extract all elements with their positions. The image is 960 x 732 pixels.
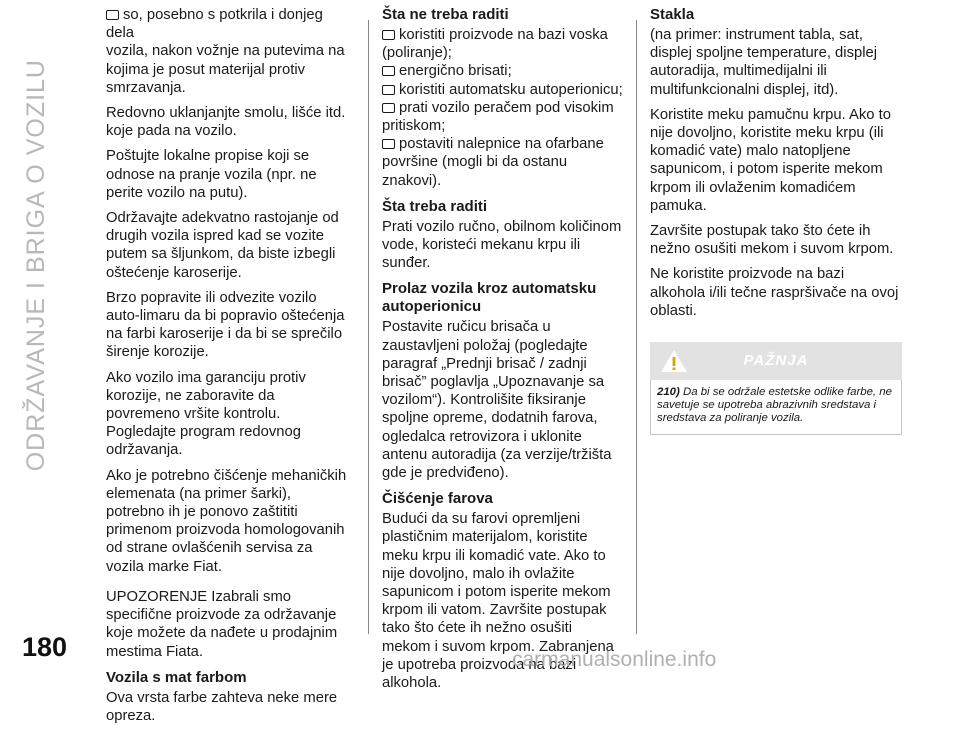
- bullet-box-icon: [382, 103, 395, 113]
- paragraph: Završite postupak tako što ćete ih nežno osušiti mekom i suvom krpom.: [650, 223, 894, 258]
- bullet-item: prati vozilo peračem pod visokim: [382, 99, 624, 117]
- section-heading: Vozila s mat farbom: [106, 668, 247, 686]
- paragraph: Poštujte lokalne propise koji se odnose na pranje vozila (npr. ne perite vozilo na putu).: [106, 148, 317, 201]
- warning-message: Da bi se održale estetske odlike farbe, ne savetuje se upotreba abrazivnih sredstava i sredstava za poliranje vozila.: [657, 386, 892, 425]
- paragraph: Postavite ručicu brisača u zaustavljeni položaj (pogledajte paragraf „Prednji brisač / zadnji brisač” poglavlja „Upoznavanje sa vozilom“). Kontrolišite fiksiranje spoljne opreme, dodatnih farova, ogledalca retrovizora i uklonite antenu autoradija (za verzije/tržišta gde je predviđeno).: [382, 319, 612, 482]
- section-heading: Stakla: [650, 6, 695, 23]
- page-number: 180: [22, 632, 68, 662]
- section-heading: Šta ne treba raditi: [382, 6, 509, 23]
- bullet-box-icon: [106, 10, 119, 20]
- paragraph: Redovno uklanjanjte smolu, lišće itd. koje pada na vozilo.: [106, 105, 346, 140]
- section-title-text: ODRŽAVANJE I BRIGA O VOZILU: [21, 58, 50, 472]
- warning-header: [650, 342, 902, 380]
- bullet-box-icon: [382, 85, 395, 95]
- paragraph: Održavajte adekvatno rastojanje od drugih vozila ispred kad se vozite putem sa šljunkom, da biste izbegli oštećenje karoserije.: [106, 210, 339, 281]
- bullet-item: postaviti nalepnice na ofarbane: [382, 135, 624, 153]
- bullet-item: so, posebno s potkrila i donjeg dela: [106, 7, 323, 42]
- section-heading: Prolaz vozila kroz automatsku autoperionicu: [382, 280, 597, 316]
- bullet-item-continued: pritiskom;: [382, 118, 446, 135]
- bullet-item: energično brisati;: [382, 62, 624, 80]
- warning-number: 210): [657, 386, 680, 399]
- bullet-item-continued: vozila, nakon vožnje na putevima na kojima je posut materijal protiv smrzavanja.: [106, 43, 345, 96]
- bullet-item-continued: površine (mogli bi da ostanu znakovi).: [382, 154, 568, 189]
- warning-text: [650, 380, 902, 435]
- column-3: [650, 6, 902, 435]
- paragraph: UPOZORENJE Izabrali smo specifične proizvode za održavanje koje možete da nađete u prodajnim mestima Fiata.: [106, 588, 338, 660]
- column-divider: [636, 20, 637, 634]
- paragraph: Ne koristite proizvode na bazi alkohola i/ili tečne raspršivače na ovoj oblasti.: [650, 266, 899, 319]
- watermark: carmanualsonline.info: [512, 648, 717, 671]
- section-heading: Šta treba raditi: [382, 197, 488, 215]
- column-divider: [368, 20, 369, 634]
- bullet-box-icon: [382, 139, 395, 149]
- paragraph: Ova vrsta farbe zahteva neke mere opreza.: [106, 689, 338, 724]
- paragraph: Budući da su farovi opremljeni plastičnim materijalom, koristite meku krpu ili komadić vate. Ako to nije dovoljno, malo ih ovlažite sapunicom i potom isperite mekom krpom ili vatom. Završite postupak tako što ćete ih nežno osušiti mekom i suvom krpom. Zabranjena je upotreba proizvoda na bazi alkohola.: [382, 511, 614, 692]
- section-heading: Čišćenje farova: [382, 490, 493, 508]
- paragraph: Ako vozilo ima garanciju protiv korozije, ne zaboravite da povremeno vršite kontrolu. Pogledajte program redovnog održavanja.: [106, 369, 306, 459]
- bullet-item: koristiti proizvode na bazi voska: [382, 26, 624, 44]
- paragraph: (na primer: instrument tabla, sat, displej spoljne temperature, displej autoradija, multimedijalni ili multifunkcionalni displej, itd).: [650, 27, 878, 98]
- column-1: [106, 6, 348, 732]
- paragraph: Prati vozilo ručno, obilnom količinom vode, koristeći mekanu krpu ili sunđer.: [382, 218, 622, 272]
- section-side-title: [6, 20, 66, 510]
- warning-triangle-icon: [660, 348, 688, 379]
- bullet-item: koristiti automatsku autoperionicu;: [382, 81, 624, 99]
- warning-box: [650, 342, 902, 435]
- warning-title: PAŽNJA: [743, 351, 809, 369]
- bullet-box-icon: [382, 30, 395, 40]
- paragraph: Brzo popravite ili odvezite vozilo auto-limaru da bi popravio oštećenja na farbi karoserije i da bi se sprečilo širenje korozije.: [106, 289, 345, 361]
- column-2: [382, 6, 624, 699]
- bullet-box-icon: [382, 66, 395, 76]
- paragraph: Ako je potrebno čišćenje mehaničkih elemenata (na primer šarki), potrebno ih je ponovo zaštititi primenom proizvoda homologovanih od strane ovlašćenih servisa za vozila marke Fiat.: [106, 467, 347, 575]
- paragraph: Koristite meku pamučnu krpu. Ako to nije dovoljno, koristite meku krpu (ili komadić vate) malo natopljene sapunicom, i potom isperite mekom krpom ili ovlaženim komadićem pamuka.: [650, 106, 891, 214]
- bullet-item-continued: (poliranje);: [382, 45, 452, 62]
